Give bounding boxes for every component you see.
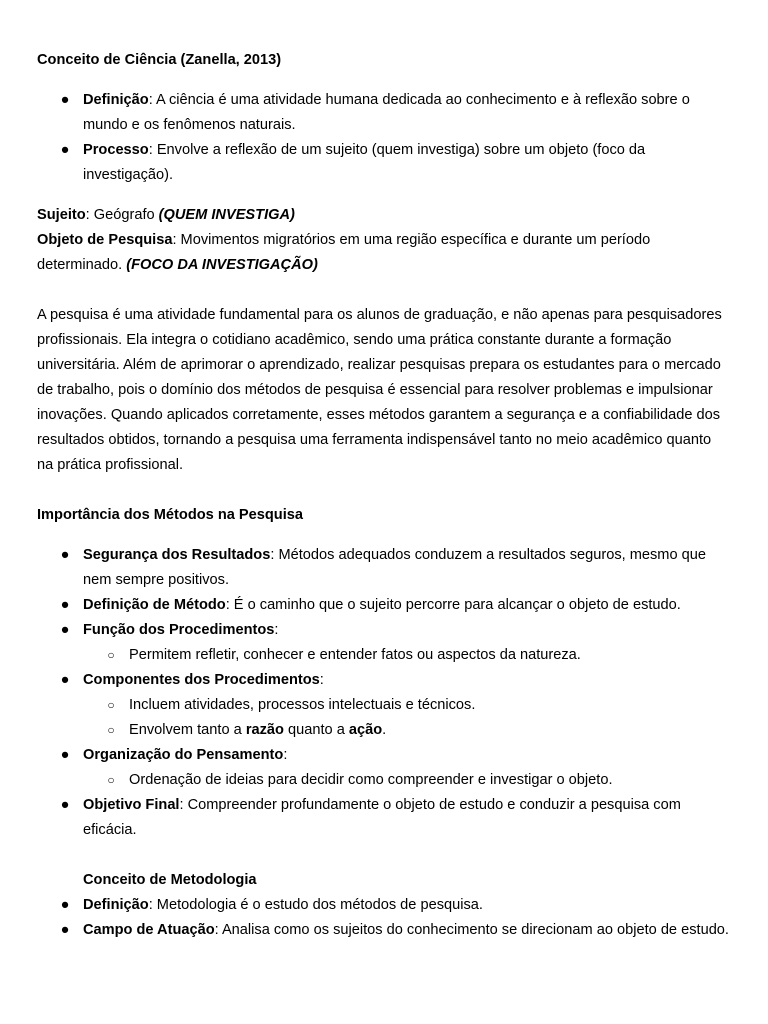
- definition-text: : Envolve a reflexão de um sujeito (quem investiga) sobre um objeto (foco da investigação).: [83, 142, 646, 183]
- bullet-icon: ●: [60, 897, 70, 913]
- list-item: ● Definição de Método: É o caminho que o sujeito percorre para alcançar o objeto de estudo.: [37, 593, 729, 618]
- list-item: ● Definição: Metodologia é o estudo dos métodos de pesquisa.: [37, 893, 729, 918]
- sub-list-item: ○ Incluem atividades, processos intelectuais e técnicos.: [83, 693, 729, 718]
- circle-bullet-icon: ○: [107, 723, 115, 737]
- list-item: ● Campo de Atuação: Analisa como os sujeitos do conhecimento se direcionam ao objeto de estudo.: [37, 918, 729, 943]
- list-item: ● Função dos Procedimentos: ○ Permitem refletir, conhecer e entender fatos ou aspectos da natureza.: [37, 618, 729, 668]
- sujeito-line: Sujeito: Geógrafo (QUEM INVESTIGA): [37, 207, 295, 223]
- definition-text: : A ciência é uma atividade humana dedicada ao conhecimento e à reflexão sobre o mundo e os fenômenos naturais.: [83, 92, 690, 133]
- sub-list-item: ○ Ordenação de ideias para decidir como compreender e investigar o objeto.: [83, 768, 729, 793]
- term: Processo: [83, 142, 149, 158]
- term: Campo de Atuação: [83, 922, 215, 938]
- list-item: [37, 88, 729, 138]
- bullet-icon: ●: [60, 597, 70, 613]
- term: Definição de Método: [83, 597, 226, 613]
- sub-list-item: ○ Permitem refletir, conhecer e entender fatos ou aspectos da natureza.: [83, 643, 729, 668]
- metodos-list: [37, 543, 737, 843]
- list-item: ● Componentes dos Procedimentos: ○ Incluem atividades, processos intelectuais e técnicos. ○ Envolvem tanto a razão quanto a ação.: [37, 668, 729, 743]
- bullet-icon: ●: [60, 797, 70, 813]
- term: Componentes dos Procedimentos: [83, 672, 320, 688]
- term: Organização do Pensamento: [83, 747, 284, 763]
- bullet-icon: ●: [60, 672, 70, 688]
- circle-bullet-icon: ○: [107, 648, 115, 662]
- term: Segurança dos Resultados: [83, 547, 271, 563]
- sub-list: [83, 643, 729, 668]
- sub-list: [83, 768, 729, 793]
- objeto-line: Objeto de Pesquisa: Movimentos migratórios em uma região específica e durante um período determinado. (FOCO DA INVESTIGAÇÃO): [37, 232, 651, 273]
- list-item: ● Organização do Pensamento: ○ Ordenação de ideias para decidir como compreender e investigar o objeto.: [37, 743, 729, 793]
- bullet-icon: ●: [60, 747, 70, 763]
- section-heading-metodologia: Conceito de Metodologia: [83, 872, 257, 888]
- bullet-icon: ●: [60, 547, 70, 563]
- list-item: [37, 138, 729, 188]
- document-page: [37, 48, 737, 943]
- section-heading-ciencia: Conceito de Ciência (Zanella, 2013): [37, 52, 282, 68]
- term: Função dos Procedimentos: [83, 622, 275, 638]
- bullet-icon: ●: [60, 142, 70, 158]
- term: Objetivo Final: [83, 797, 180, 813]
- term: Definição: [83, 897, 149, 913]
- list-item: ● Segurança dos Resultados: Métodos adequados conduzem a resultados seguros, mesmo que nem sempre positivos.: [37, 543, 729, 593]
- section-heading-metodos: Importância dos Métodos na Pesquisa: [37, 507, 303, 523]
- circle-bullet-icon: ○: [107, 698, 115, 712]
- circle-bullet-icon: ○: [107, 773, 115, 787]
- bullet-icon: ●: [60, 622, 70, 638]
- metodologia-list: [37, 893, 737, 943]
- ciencia-list: [37, 88, 737, 188]
- list-item: ● Objetivo Final: Compreender profundamente o objeto de estudo e conduzir a pesquisa com eficácia.: [37, 793, 729, 843]
- term: Definição: [83, 92, 149, 108]
- sub-list-item: ○ Envolvem tanto a razão quanto a ação.: [83, 718, 729, 743]
- sub-list: [83, 693, 729, 743]
- body-paragraph: A pesquisa é uma atividade fundamental para os alunos de graduação, e não apenas para pesquisadores profissionais. Ela integra o cotidiano acadêmico, sendo uma prática constante durante a formação universitária. Além de aprimorar o aprendizado, realizar pesquisas prepara os estudantes para o mercado de trabalho, pois o domínio dos métodos de pesquisa é essencial para resolver problemas e impulsionar inovações. Quando aplicados corretamente, esses métodos garantem a segurança e a confiabilidade dos resultados obtidos, tornando a pesquisa uma ferramenta indispensável tanto no meio acadêmico quanto na prática profissional.: [37, 307, 722, 473]
- bullet-icon: ●: [60, 92, 70, 108]
- bullet-icon: ●: [60, 922, 70, 938]
